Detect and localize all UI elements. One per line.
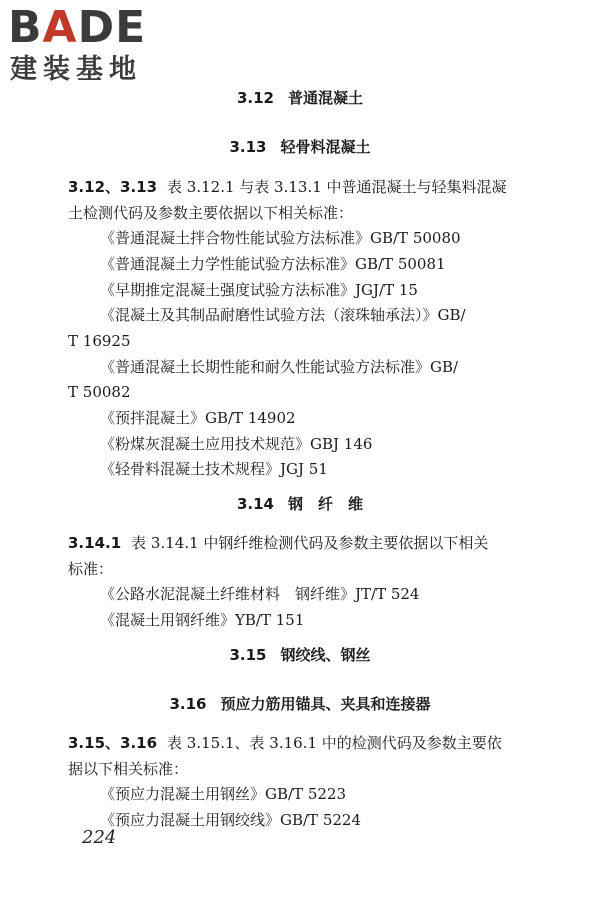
section-heading-3-13: 3.13 轻骨料混凝土 [229,138,371,156]
standard-reference: 《混凝土及其制品耐磨性试验方法（滚珠轴承法）》GB/ [100,306,466,324]
standard-reference: 《预应力混凝土用钢绞线》GB/T 5224 [100,811,362,829]
standard-reference: 《轻骨料混凝土技术规程》JGJ 51 [100,460,328,478]
standard-reference: 《预应力混凝土用钢丝》GB/T 5223 [100,785,347,803]
paragraph-3-15-line: 据以下相关标准： [68,760,189,778]
paragraph-3-14-line: 标准： [68,560,114,578]
standard-reference: 《早期推定混凝土强度试验方法标准》JGJ/T 15 [100,281,418,299]
standard-reference: T 16925 [68,332,131,350]
standard-reference: 《公路水泥混凝土纤维材料 钢纤维》JT/T 524 [100,585,420,603]
standard-reference: 《普通混凝土长期性能和耐久性能试验方法标准》GB/ [100,358,459,376]
section-heading-3-12: 3.12 普通混凝土 [236,89,364,107]
standard-reference: 《粉煤灰混凝土应用技术规范》GBJ 146 [100,435,373,453]
bade-logo [8,4,178,88]
logo-chinese-text: 建装基地 [10,54,142,85]
paragraph-3-14-line: 3.14.1 表 3.14.1 中钢纤维检测代码及参数主要依据以下相关 [68,534,489,552]
paragraph-3-12-line: 土检测代码及参数主要依据以下相关标准： [68,204,354,222]
standard-reference: 《混凝土用钢纤维》YB/T 151 [100,611,305,629]
section-heading-3-16: 3.16 预应力筋用锚具、夹具和连接器 [169,695,431,713]
standard-reference: 《预拌混凝土》GB/T 14902 [100,409,296,427]
logo-wordmark: BADE [8,2,147,53]
section-heading-3-14: 3.14 钢 纤 维 [236,495,364,513]
standard-reference: 《普通混凝土拌合物性能试验方法标准》GB/T 50080 [100,229,461,247]
section-heading-3-15: 3.15 钢绞线、钢丝 [229,646,371,664]
paragraph-3-15-line: 3.15、3.16 表 3.15.1、表 3.16.1 中的检测代码及参数主要依 [68,734,502,752]
paragraph-3-12-line: 3.12、3.13 表 3.12.1 与表 3.13.1 中普通混凝土与轻集料混凝 [68,178,507,196]
standard-reference: 《普通混凝土力学性能试验方法标准》GB/T 50081 [100,255,446,273]
page-number: 224 [82,827,117,848]
standard-reference: T 50082 [68,383,131,401]
